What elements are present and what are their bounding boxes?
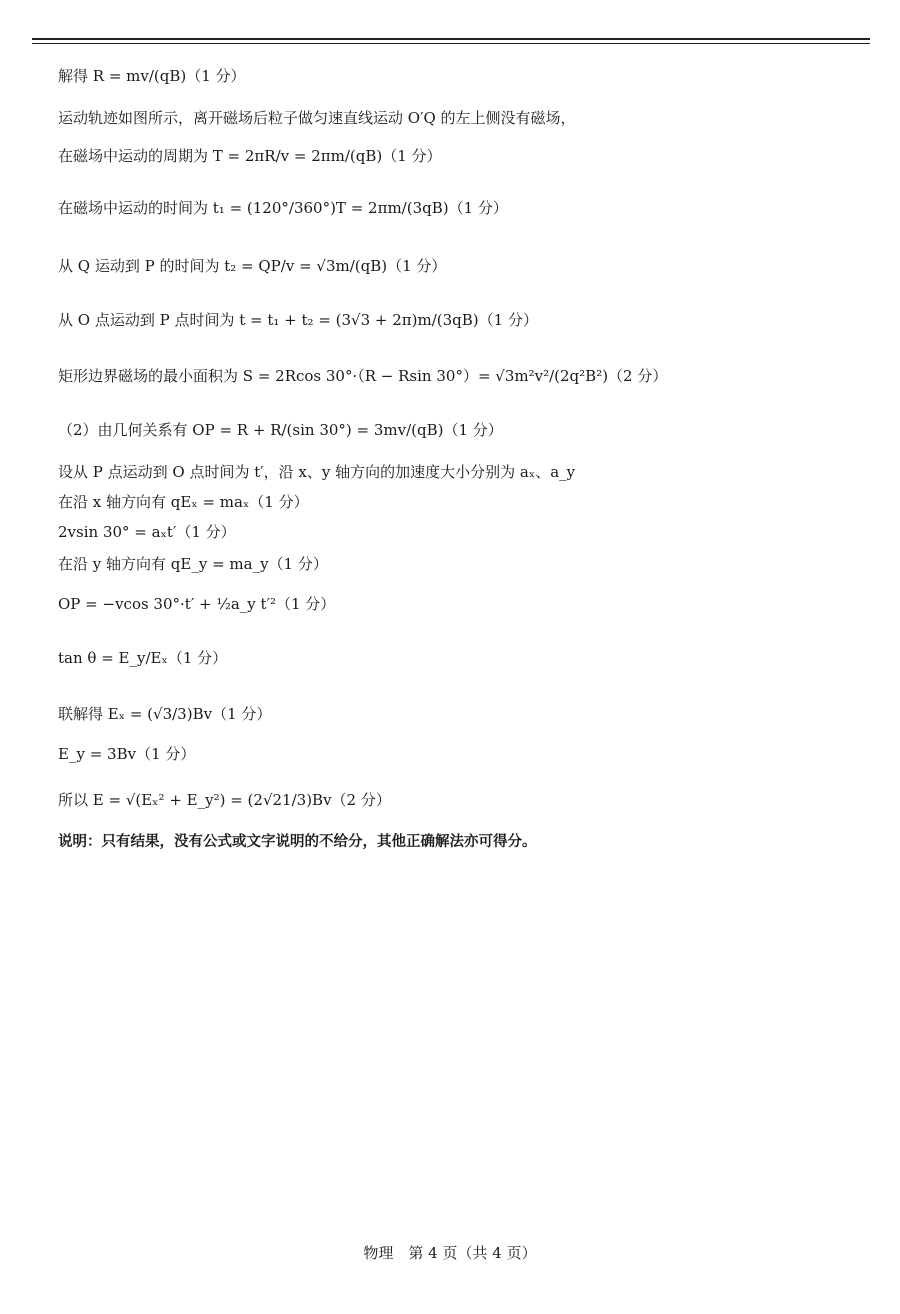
solution-line-8: （2）由几何关系有 OP = R + R/(sin 30°) = 3mv/(qB)（1 分） bbox=[58, 421, 503, 439]
solution-line-1: 解得 R = mv/(qB)（1 分） bbox=[58, 67, 246, 85]
solution-line-7: 矩形边界磁场的最小面积为 S = 2Rcos 30°·（R − Rsin 30°）= √3m²v²/(2q²B²)（2 分） bbox=[58, 367, 668, 385]
solution-line-6: 从 O 点运动到 P 点时间为 t = t₁ + t₂ = (3√3 + 2π)m/(3qB)（1 分） bbox=[58, 311, 538, 329]
page-footer: 物理 第 4 页（共 4 页） bbox=[363, 1244, 537, 1262]
solution-line-17: 所以 E = √(Eₓ² + E_y²) = (2√21/3)Bv（2 分） bbox=[58, 791, 391, 809]
header-rule-thin bbox=[32, 43, 870, 44]
solution-line-12: 在沿 y 轴方向有 qE_y = ma_y（1 分） bbox=[58, 555, 328, 573]
solution-line-2: 运动轨迹如图所示，离开磁场后粒子做匀速直线运动 O′Q 的左上侧没有磁场， bbox=[58, 109, 576, 127]
solution-line-13: OP = −vcos 30°·t′ + ½a_y t′²（1 分） bbox=[58, 595, 336, 613]
grading-note: 说明：只有结果，没有公式或文字说明的不给分，其他正确解法亦可得分。 bbox=[58, 834, 537, 850]
header-rule-thick bbox=[32, 38, 870, 40]
solution-line-11: 2vsin 30° = aₓt′（1 分） bbox=[58, 523, 236, 541]
solution-line-15: 联解得 Eₓ = (√3/3)Bv（1 分） bbox=[58, 705, 272, 723]
solution-line-14: tan θ = E_y/Eₓ（1 分） bbox=[58, 649, 228, 667]
solution-line-16: E_y = 3Bv（1 分） bbox=[58, 745, 196, 763]
solution-line-4: 在磁场中运动的时间为 t₁ = (120°/360°)T = 2πm/(3qB)（1 分） bbox=[58, 199, 508, 217]
solution-line-5: 从 Q 运动到 P 的时间为 t₂ = QP/v = √3m/(qB)（1 分） bbox=[58, 257, 447, 275]
solution-line-9: 设从 P 点运动到 O 点时间为 t′，沿 x、y 轴方向的加速度大小分别为 aₓ、a_y bbox=[58, 463, 576, 481]
solution-line-3: 在磁场中运动的周期为 T = 2πR/v = 2πm/(qB)（1 分） bbox=[58, 147, 442, 165]
solution-line-10: 在沿 x 轴方向有 qEₓ = maₓ（1 分） bbox=[58, 493, 309, 511]
